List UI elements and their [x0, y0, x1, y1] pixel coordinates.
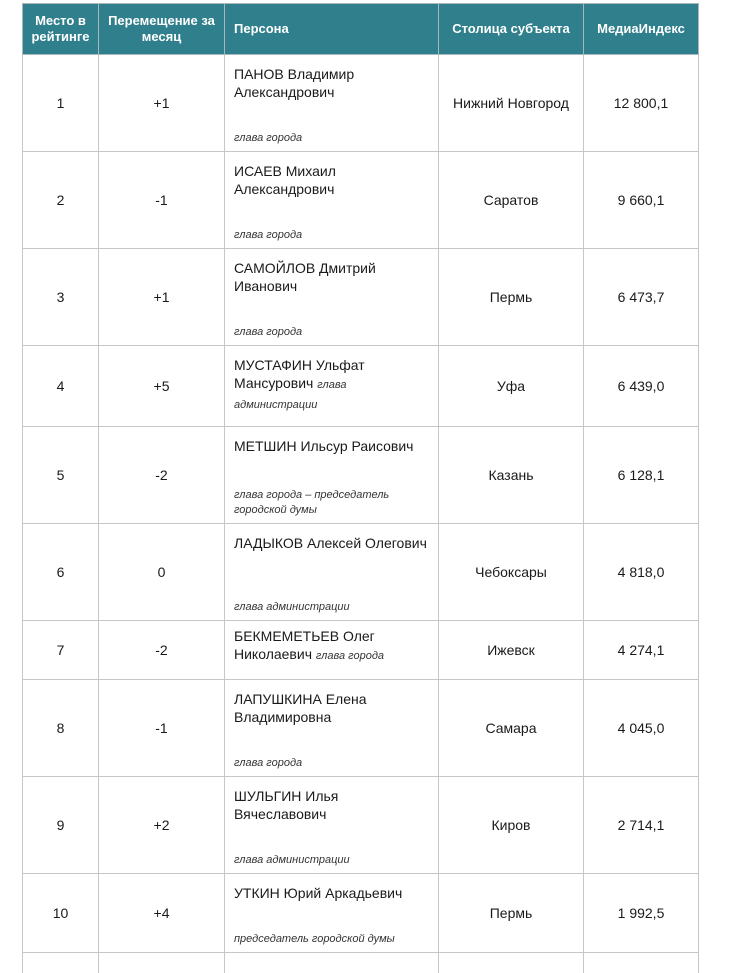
- table-row: [23, 152, 699, 249]
- media-index-cell: 1 992,5: [584, 874, 699, 953]
- media-rating-table: [22, 3, 699, 973]
- empty-cell: [99, 953, 225, 973]
- header-rank: Место в рейтинге: [23, 4, 99, 55]
- rank-cell: 10: [23, 874, 99, 953]
- person-cell: [225, 680, 439, 777]
- person-name-text: МУСТАФИН Ульфат Мансурович: [234, 357, 365, 391]
- person-post: председатель городской думы: [234, 932, 432, 947]
- media-index-cell: 12 800,1: [584, 55, 699, 152]
- capital-cell: Уфа: [439, 346, 584, 427]
- capital-cell: Казань: [439, 427, 584, 524]
- capital-cell: Ижевск: [439, 621, 584, 680]
- table-row: [23, 524, 699, 621]
- rank-cell: 5: [23, 427, 99, 524]
- table-row: [23, 621, 699, 680]
- header-move: Перемещение за месяц: [99, 4, 225, 55]
- person-cell: [225, 249, 439, 346]
- person-name: САМОЙЛОВ Дмитрий Иванович: [234, 259, 432, 295]
- rank-cell: 4: [23, 346, 99, 427]
- move-cell: 0: [99, 524, 225, 621]
- person-post: глава администрации: [234, 853, 432, 868]
- person-post: глава города: [234, 228, 432, 243]
- person-name: ИСАЕВ Михаил Александрович: [234, 162, 432, 198]
- person-post: глава города – председатель городской думы: [234, 488, 432, 518]
- media-index-cell: 6 128,1: [584, 427, 699, 524]
- person-cell: [225, 55, 439, 152]
- media-index-cell: 6 439,0: [584, 346, 699, 427]
- person-post: глава города: [234, 131, 432, 146]
- person-name: ЛАДЫКОВ Алексей Олегович: [234, 534, 432, 552]
- person-cell: [225, 621, 439, 680]
- table-row: [23, 249, 699, 346]
- header-media-index: МедиаИндекс: [584, 4, 699, 55]
- person-post: глава города: [316, 650, 384, 662]
- capital-cell: Саратов: [439, 152, 584, 249]
- rank-cell: 9: [23, 777, 99, 874]
- table-body: [23, 55, 699, 973]
- rating-table-container: [22, 3, 698, 973]
- table-row: [23, 346, 699, 427]
- person-name: ЛАПУШКИНА Елена Владимировна: [234, 690, 432, 726]
- media-index-cell: 4 274,1: [584, 621, 699, 680]
- table-header: [23, 4, 699, 55]
- media-index-cell: 9 660,1: [584, 152, 699, 249]
- empty-cell: [23, 953, 99, 973]
- move-cell: -2: [99, 427, 225, 524]
- empty-cell: [439, 953, 584, 973]
- person-name-text: БЕКМЕМЕТЬЕВ Олег Николаевич: [234, 628, 375, 662]
- person-name: [234, 357, 365, 411]
- person-post: глава администрации: [234, 379, 346, 411]
- header-capital: Столица субъекта: [439, 4, 584, 55]
- table-row: [23, 777, 699, 874]
- capital-cell: Чебоксары: [439, 524, 584, 621]
- person-cell: [225, 346, 439, 427]
- rank-cell: 6: [23, 524, 99, 621]
- header-person: Персона: [225, 4, 439, 55]
- empty-cell: [225, 953, 439, 973]
- person-post: глава администрации: [234, 600, 432, 615]
- person-name: УТКИН Юрий Аркадьевич: [234, 884, 432, 902]
- capital-cell: Самара: [439, 680, 584, 777]
- rank-cell: 8: [23, 680, 99, 777]
- person-name: ПАНОВ Владимир Александрович: [234, 65, 432, 101]
- person-cell: [225, 427, 439, 524]
- media-index-cell: 4 818,0: [584, 524, 699, 621]
- person-cell: [225, 524, 439, 621]
- table-row: [23, 680, 699, 777]
- person-cell: [225, 777, 439, 874]
- person-post: глава города: [234, 325, 432, 340]
- move-cell: +1: [99, 55, 225, 152]
- move-cell: -1: [99, 680, 225, 777]
- table-row-partial: [23, 953, 699, 973]
- rank-cell: 2: [23, 152, 99, 249]
- move-cell: +1: [99, 249, 225, 346]
- table-row: [23, 55, 699, 152]
- table-row: [23, 874, 699, 953]
- move-cell: +5: [99, 346, 225, 427]
- person-cell: [225, 152, 439, 249]
- header-row: [23, 4, 699, 55]
- rank-cell: 3: [23, 249, 99, 346]
- person-cell: [225, 874, 439, 953]
- capital-cell: Киров: [439, 777, 584, 874]
- rank-cell: 7: [23, 621, 99, 680]
- person-name: ШУЛЬГИН Илья Вячеславович: [234, 787, 432, 823]
- move-cell: +4: [99, 874, 225, 953]
- capital-cell: Нижний Новгород: [439, 55, 584, 152]
- move-cell: -2: [99, 621, 225, 680]
- media-index-cell: 2 714,1: [584, 777, 699, 874]
- person-post: глава города: [234, 756, 432, 771]
- move-cell: -1: [99, 152, 225, 249]
- move-cell: +2: [99, 777, 225, 874]
- capital-cell: Пермь: [439, 249, 584, 346]
- media-index-cell: 4 045,0: [584, 680, 699, 777]
- rank-cell: 1: [23, 55, 99, 152]
- empty-cell: [584, 953, 699, 973]
- person-name: МЕТШИН Ильсур Раисович: [234, 437, 432, 455]
- media-index-cell: 6 473,7: [584, 249, 699, 346]
- capital-cell: Пермь: [439, 874, 584, 953]
- table-row: [23, 427, 699, 524]
- person-name: [234, 628, 384, 662]
